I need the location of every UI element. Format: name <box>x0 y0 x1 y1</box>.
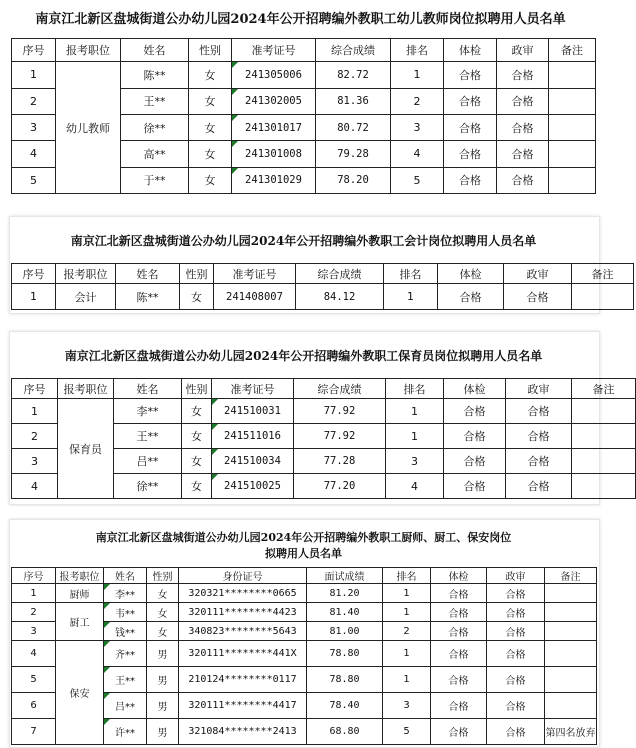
cell-rank: 1 <box>383 603 431 622</box>
header-cell: 排名 <box>383 568 431 584</box>
cell-gender: 女 <box>147 584 179 603</box>
table-header-row <box>12 264 634 284</box>
cell-note <box>545 603 597 622</box>
cell-rank: 3 <box>391 114 444 140</box>
cell-exam-id: 241301029 <box>232 167 316 193</box>
cell-note <box>545 641 597 667</box>
cell-review: 合格 <box>497 88 549 114</box>
cell-no: 3 <box>12 622 56 641</box>
cell-no: 2 <box>12 424 58 449</box>
cell-note <box>572 449 636 474</box>
cell-name: 徐** <box>121 114 189 140</box>
cell-position: 会计 <box>56 284 116 310</box>
cell-score: 77.92 <box>294 424 386 449</box>
cell-score: 78.80 <box>307 667 383 693</box>
header-cell: 性别 <box>189 39 232 62</box>
cell-gender: 男 <box>147 693 179 719</box>
table-row <box>12 399 636 424</box>
section-title-line1: 南京江北新区盘城街道公办幼儿园2024年公开招聘编外教职工厨师、厨工、保安岗位 <box>95 531 512 544</box>
cell-position: 幼儿教师 <box>56 62 121 194</box>
cell-physical: 合格 <box>438 284 504 310</box>
section-title-line2: 拟聘用人员名单 <box>265 547 342 560</box>
cell-exam-id: 241510034 <box>212 449 294 474</box>
cell-physical: 合格 <box>444 141 497 167</box>
header-cell: 姓名 <box>114 379 182 399</box>
cell-review: 合格 <box>497 141 549 167</box>
cell-score: 77.28 <box>294 449 386 474</box>
cell-name: 韦** <box>104 603 147 622</box>
cell-physical: 合格 <box>431 603 487 622</box>
cell-note <box>549 114 596 140</box>
cell-exam-id: 241305006 <box>232 62 316 88</box>
cell-score: 78.40 <box>307 693 383 719</box>
cell-name: 许** <box>104 719 147 745</box>
cell-note <box>545 584 597 603</box>
cell-note <box>545 622 597 641</box>
cell-review: 合格 <box>487 641 545 667</box>
header-cell: 政审 <box>504 264 572 284</box>
cell-gender: 女 <box>182 474 212 499</box>
header-cell: 体检 <box>444 379 506 399</box>
cell-note <box>549 141 596 167</box>
cell-rank: 5 <box>383 719 431 745</box>
section-title: 南京江北新区盘城街道公办幼儿园2024年公开招聘编外教职工幼儿教师岗位拟聘用人员名单 <box>35 12 566 27</box>
cell-exam-id: 241301008 <box>232 141 316 167</box>
cell-score: 80.72 <box>316 114 391 140</box>
table-row <box>12 584 597 603</box>
cell-score: 81.20 <box>307 584 383 603</box>
cell-rank: 3 <box>383 693 431 719</box>
cell-score: 81.00 <box>307 622 383 641</box>
section-title: 南京江北新区盘城街道公办幼儿园2024年公开招聘编外教职工保育员岗位拟聘用人员名单 <box>64 349 543 363</box>
cell-name: 钱** <box>104 622 147 641</box>
cell-review: 合格 <box>487 603 545 622</box>
header-cell: 性别 <box>182 379 212 399</box>
section-title: 南京江北新区盘城街道公办幼儿园2024年公开招聘编外教职工会计岗位拟聘用人员名单 <box>70 234 537 248</box>
header-cell: 姓名 <box>116 264 180 284</box>
caregivers-table <box>11 378 636 499</box>
header-cell: 综合成绩 <box>296 264 384 284</box>
cell-score: 81.36 <box>316 88 391 114</box>
cell-rank: 1 <box>391 62 444 88</box>
cell-score: 81.40 <box>307 603 383 622</box>
cell-no: 5 <box>12 667 56 693</box>
header-cell: 准考证号 <box>212 379 294 399</box>
cell-review: 合格 <box>487 584 545 603</box>
header-cell: 排名 <box>386 379 444 399</box>
cell-note: 第四名放弃 <box>545 719 597 745</box>
cell-note <box>572 284 634 310</box>
header-cell: 报考职位 <box>56 568 104 584</box>
section-caregivers <box>9 331 615 503</box>
cell-physical: 合格 <box>444 167 497 193</box>
cell-name: 徐** <box>114 474 182 499</box>
header-cell: 排名 <box>384 264 438 284</box>
header-cell: 姓名 <box>121 39 189 62</box>
cell-gender: 女 <box>182 449 212 474</box>
cell-physical: 合格 <box>444 88 497 114</box>
cell-name: 于** <box>121 167 189 193</box>
cell-position: 厨工 <box>56 603 104 641</box>
cell-no: 2 <box>12 88 56 114</box>
cell-score: 78.80 <box>307 641 383 667</box>
cell-gender: 女 <box>182 399 212 424</box>
cell-rank: 1 <box>386 424 444 449</box>
kitchen-security-table <box>11 567 597 745</box>
cell-no: 1 <box>12 284 56 310</box>
cell-gender: 女 <box>147 603 179 622</box>
cell-no: 7 <box>12 719 56 745</box>
table-row <box>12 62 596 88</box>
cell-physical: 合格 <box>431 584 487 603</box>
cell-no: 3 <box>12 114 56 140</box>
section-teachers <box>0 0 601 200</box>
header-cell: 序号 <box>12 39 56 62</box>
cell-note <box>572 399 636 424</box>
cell-rank: 1 <box>383 641 431 667</box>
table-header-row <box>12 568 597 584</box>
cell-physical: 合格 <box>444 474 506 499</box>
cell-rank: 2 <box>391 88 444 114</box>
header-cell: 综合成绩 <box>316 39 391 62</box>
cell-gender: 女 <box>180 284 214 310</box>
accountant-table <box>11 263 634 310</box>
cell-review: 合格 <box>506 449 572 474</box>
cell-gender: 女 <box>189 141 232 167</box>
cell-review: 合格 <box>504 284 572 310</box>
cell-gender: 女 <box>189 88 232 114</box>
table-header-row <box>12 39 596 62</box>
section-accountant <box>9 216 614 312</box>
cell-rank: 3 <box>386 449 444 474</box>
cell-name: 高** <box>121 141 189 167</box>
cell-name: 王** <box>121 88 189 114</box>
header-cell: 备注 <box>572 264 634 284</box>
cell-rank: 4 <box>391 141 444 167</box>
cell-note <box>572 474 636 499</box>
header-cell: 姓名 <box>104 568 147 584</box>
header-cell: 报考职位 <box>58 379 114 399</box>
cell-name: 吕** <box>114 449 182 474</box>
cell-id-number: 320111********441X <box>179 641 307 667</box>
cell-review: 合格 <box>497 114 549 140</box>
cell-id-number: 321084********2413 <box>179 719 307 745</box>
cell-note <box>549 88 596 114</box>
cell-review: 合格 <box>506 399 572 424</box>
header-cell: 序号 <box>12 264 56 284</box>
cell-exam-id: 241302005 <box>232 88 316 114</box>
cell-name: 齐** <box>104 641 147 667</box>
cell-score: 84.12 <box>296 284 384 310</box>
cell-rank: 1 <box>383 584 431 603</box>
cell-score: 82.72 <box>316 62 391 88</box>
cell-gender: 男 <box>147 641 179 667</box>
cell-id-number: 340823********5643 <box>179 622 307 641</box>
header-cell: 政审 <box>506 379 572 399</box>
cell-physical: 合格 <box>431 622 487 641</box>
cell-name: 陈** <box>121 62 189 88</box>
section-kitchen-security <box>9 519 598 746</box>
cell-no: 1 <box>12 399 58 424</box>
cell-physical: 合格 <box>431 693 487 719</box>
cell-no: 4 <box>12 641 56 667</box>
table-row <box>12 284 634 310</box>
cell-position: 保安 <box>56 641 104 745</box>
cell-physical: 合格 <box>431 719 487 745</box>
header-cell: 序号 <box>12 568 56 584</box>
header-cell: 政审 <box>497 39 549 62</box>
cell-review: 合格 <box>497 62 549 88</box>
cell-rank: 2 <box>383 622 431 641</box>
cell-review: 合格 <box>487 667 545 693</box>
cell-gender: 男 <box>147 719 179 745</box>
cell-review: 合格 <box>497 167 549 193</box>
table-row <box>12 641 597 667</box>
cell-physical: 合格 <box>431 641 487 667</box>
cell-exam-id: 241510031 <box>212 399 294 424</box>
teachers-table <box>11 38 596 194</box>
cell-physical: 合格 <box>444 449 506 474</box>
cell-position: 厨师 <box>56 584 104 603</box>
cell-gender: 女 <box>189 167 232 193</box>
cell-no: 4 <box>12 474 58 499</box>
table-row <box>12 603 597 622</box>
header-cell: 备注 <box>572 379 636 399</box>
cell-score: 68.80 <box>307 719 383 745</box>
header-cell: 备注 <box>549 39 596 62</box>
cell-physical: 合格 <box>444 62 497 88</box>
header-cell: 性别 <box>180 264 214 284</box>
cell-note <box>549 167 596 193</box>
cell-no: 5 <box>12 167 56 193</box>
cell-review: 合格 <box>487 693 545 719</box>
cell-gender: 女 <box>189 114 232 140</box>
cell-review: 合格 <box>487 622 545 641</box>
cell-exam-id: 241301017 <box>232 114 316 140</box>
cell-no: 6 <box>12 693 56 719</box>
cell-score: 78.20 <box>316 167 391 193</box>
cell-physical: 合格 <box>431 667 487 693</box>
cell-note <box>549 62 596 88</box>
cell-exam-id: 241510025 <box>212 474 294 499</box>
cell-review: 合格 <box>487 719 545 745</box>
cell-gender: 女 <box>147 622 179 641</box>
cell-rank: 5 <box>391 167 444 193</box>
cell-rank: 4 <box>386 474 444 499</box>
cell-position: 保育员 <box>58 399 114 499</box>
cell-name: 李** <box>114 399 182 424</box>
cell-physical: 合格 <box>444 114 497 140</box>
header-cell: 政审 <box>487 568 545 584</box>
cell-score: 79.28 <box>316 141 391 167</box>
cell-score: 77.92 <box>294 399 386 424</box>
cell-exam-id: 241408007 <box>214 284 296 310</box>
cell-id-number: 210124********0117 <box>179 667 307 693</box>
cell-gender: 女 <box>189 62 232 88</box>
cell-rank: 1 <box>384 284 438 310</box>
header-cell: 序号 <box>12 379 58 399</box>
header-cell: 体检 <box>444 39 497 62</box>
cell-id-number: 320111********4423 <box>179 603 307 622</box>
cell-score: 77.20 <box>294 474 386 499</box>
header-cell: 报考职位 <box>56 39 121 62</box>
header-cell: 身份证号 <box>179 568 307 584</box>
header-cell: 体检 <box>431 568 487 584</box>
header-cell: 排名 <box>391 39 444 62</box>
header-cell: 综合成绩 <box>294 379 386 399</box>
cell-physical: 合格 <box>444 399 506 424</box>
cell-name: 李** <box>104 584 147 603</box>
cell-rank: 1 <box>383 667 431 693</box>
cell-name: 王** <box>104 667 147 693</box>
cell-no: 1 <box>12 584 56 603</box>
cell-no: 1 <box>12 62 56 88</box>
cell-note <box>572 424 636 449</box>
cell-note <box>545 667 597 693</box>
cell-no: 2 <box>12 603 56 622</box>
table-header-row <box>12 379 636 399</box>
cell-name: 王** <box>114 424 182 449</box>
header-cell: 报考职位 <box>56 264 116 284</box>
cell-gender: 女 <box>182 424 212 449</box>
header-cell: 面试成绩 <box>307 568 383 584</box>
cell-id-number: 320111********4417 <box>179 693 307 719</box>
cell-name: 吕** <box>104 693 147 719</box>
header-cell: 准考证号 <box>232 39 316 62</box>
cell-physical: 合格 <box>444 424 506 449</box>
cell-no: 3 <box>12 449 58 474</box>
cell-note <box>545 693 597 719</box>
cell-review: 合格 <box>506 474 572 499</box>
header-cell: 备注 <box>545 568 597 584</box>
cell-name: 陈** <box>116 284 180 310</box>
header-cell: 准考证号 <box>214 264 296 284</box>
cell-no: 4 <box>12 141 56 167</box>
cell-gender: 男 <box>147 667 179 693</box>
cell-review: 合格 <box>506 424 572 449</box>
cell-rank: 1 <box>386 399 444 424</box>
header-cell: 体检 <box>438 264 504 284</box>
cell-id-number: 320321********0665 <box>179 584 307 603</box>
header-cell: 性别 <box>147 568 179 584</box>
cell-exam-id: 241511016 <box>212 424 294 449</box>
